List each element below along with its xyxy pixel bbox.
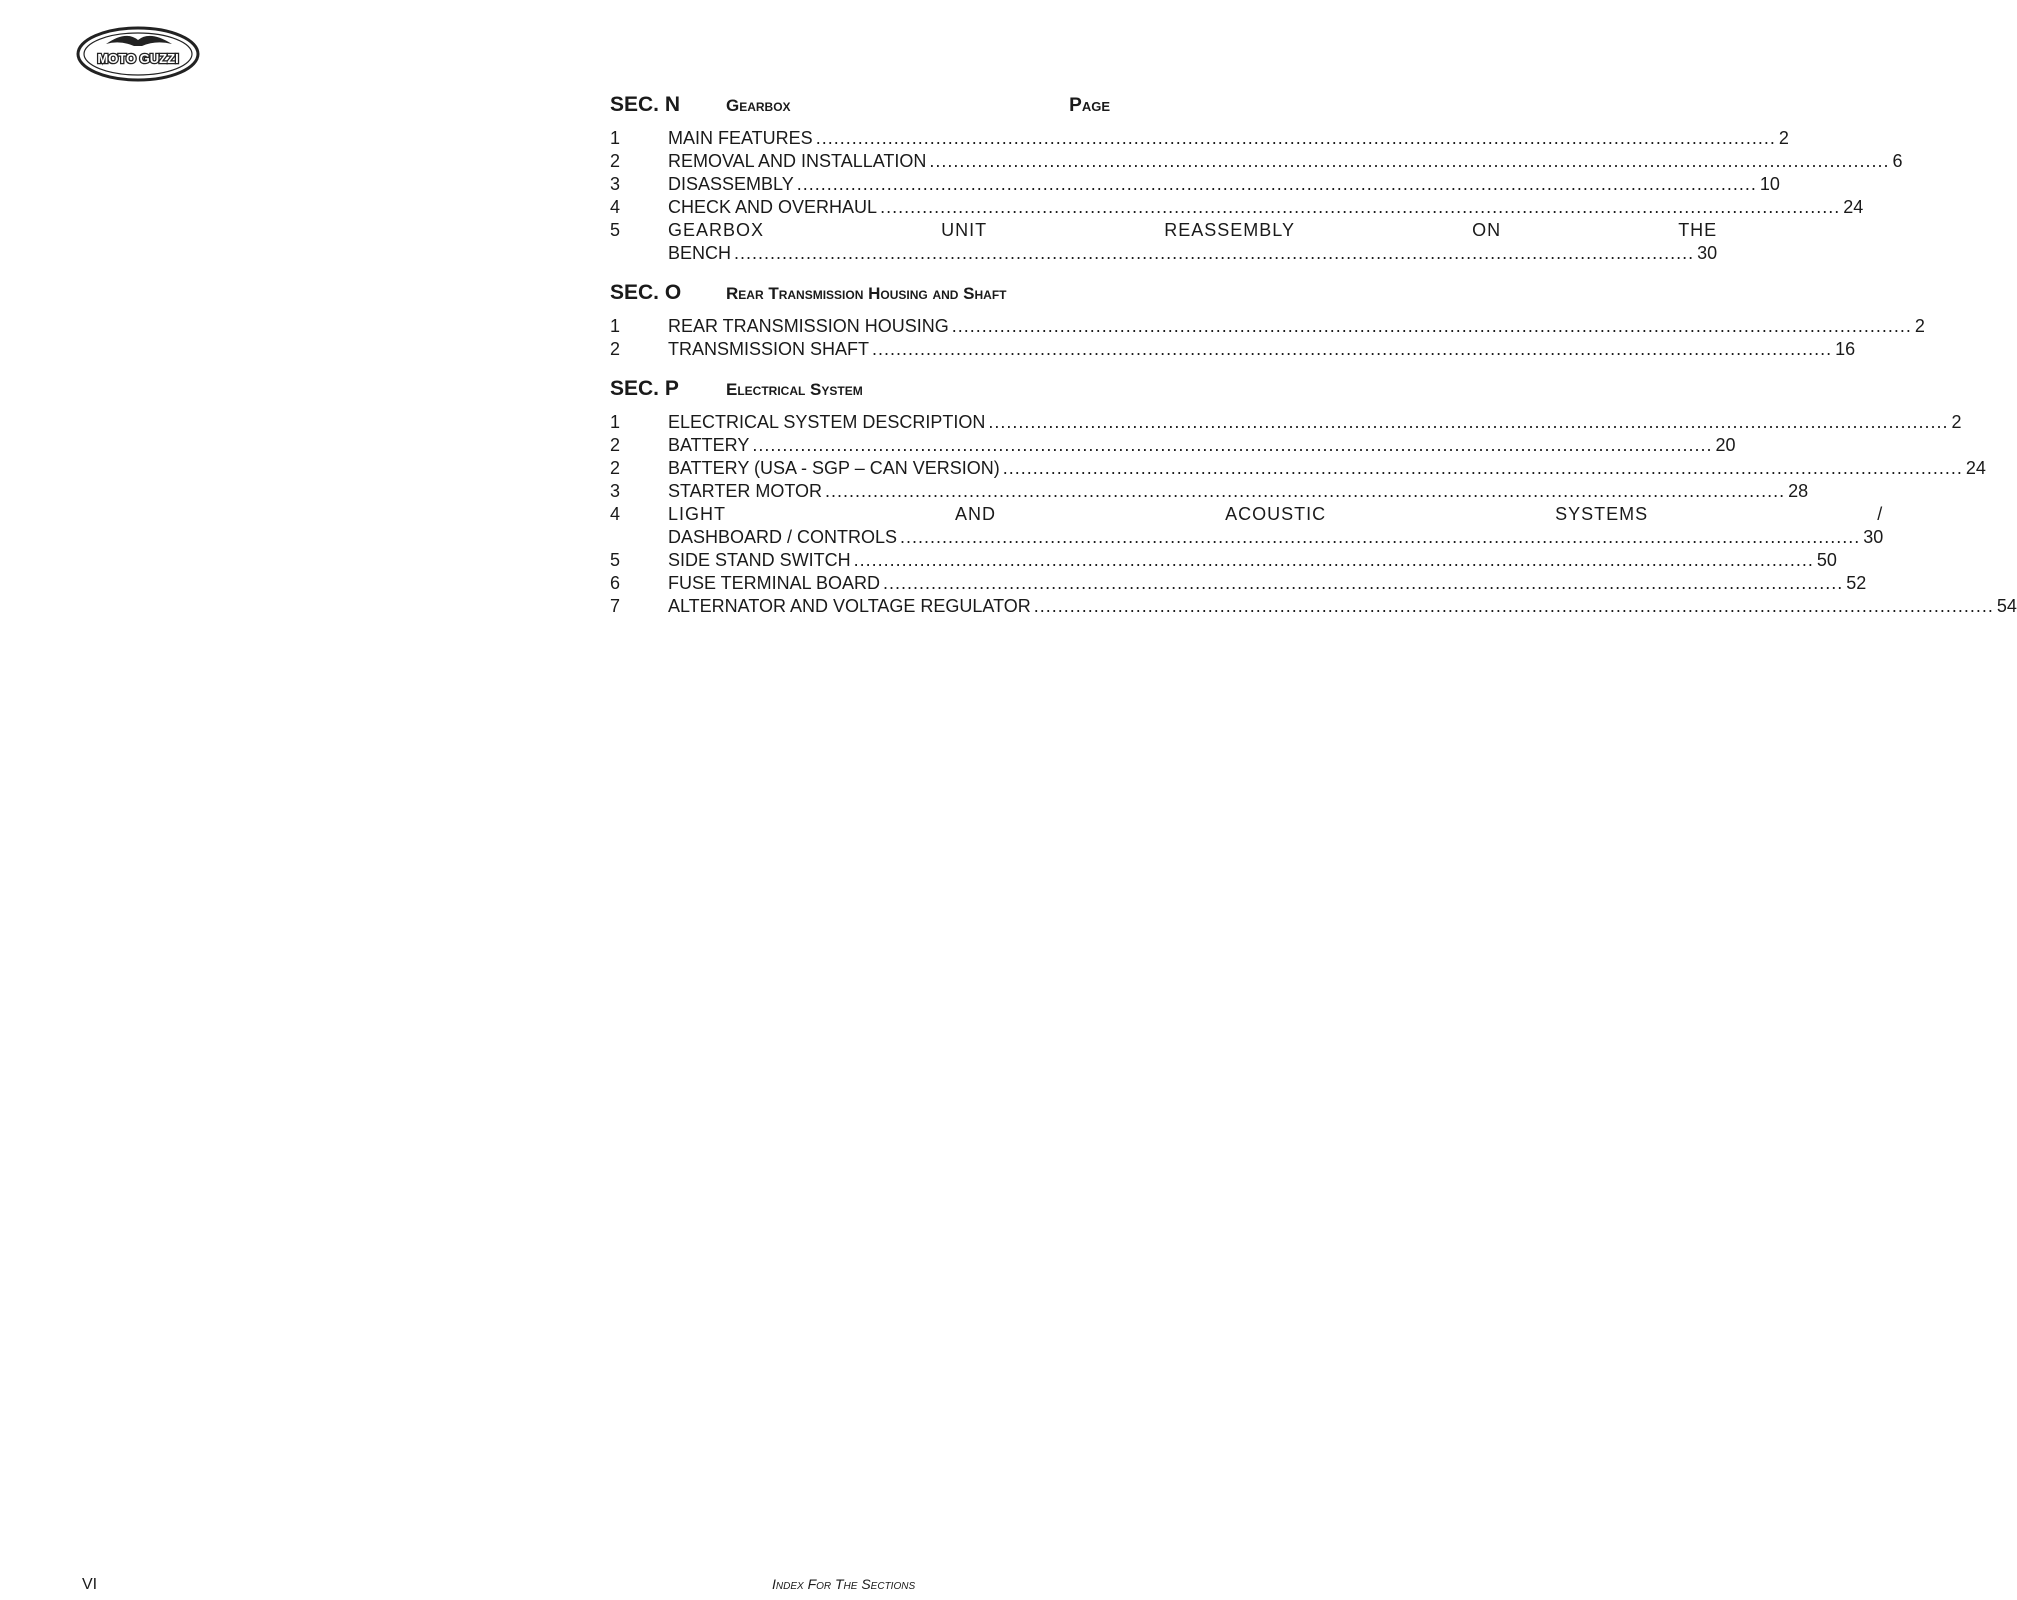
moto-guzzi-logo xyxy=(76,22,200,84)
entry-page: 2 xyxy=(1951,412,1962,432)
entry-number: 2 xyxy=(610,151,621,171)
entry-page: 30 xyxy=(1697,243,1718,263)
entry-word: SYSTEMS xyxy=(1555,504,1649,524)
footer-page-number: VI xyxy=(82,1576,98,1593)
entry-word: THE xyxy=(1678,220,1718,240)
entry-title: ALTERNATOR AND VOLTAGE REGULATOR xyxy=(668,596,1031,616)
leader-dots xyxy=(900,526,1860,549)
entry-word: UNIT xyxy=(941,220,988,240)
entry-page: 54 xyxy=(1996,596,2017,616)
footer-title: Index For The Sections xyxy=(772,1576,916,1592)
entry-title: FUSE TERMINAL BOARD xyxy=(668,573,881,593)
index-entry[interactable] xyxy=(610,196,1864,219)
section-title: Electrical System xyxy=(726,380,863,399)
entry-page: 24 xyxy=(1965,458,1986,478)
entry-number: 7 xyxy=(610,596,621,616)
entry-title: SIDE STAND SWITCH xyxy=(668,550,851,570)
entry-title: CHECK AND OVERHAUL xyxy=(668,197,878,217)
entry-number: 1 xyxy=(610,412,621,432)
entry-title: STARTER MOTOR xyxy=(668,481,823,501)
index-entry[interactable] xyxy=(610,572,1867,595)
index-entry[interactable] xyxy=(610,434,1736,457)
leader-dots xyxy=(825,480,1785,503)
entry-title: BATTERY (USA - SGP – CAN VERSION) xyxy=(668,458,1000,478)
leader-dots xyxy=(952,315,1912,338)
entry-number: 1 xyxy=(610,128,621,148)
entry-page: 30 xyxy=(1863,527,1884,547)
leader-dots xyxy=(816,127,1776,150)
entry-number: 2 xyxy=(610,458,621,478)
section-title: Rear Transmission Housing and Shaft xyxy=(726,284,1007,303)
section-title: Gearbox xyxy=(726,96,791,115)
section-heading xyxy=(610,377,1110,411)
leader-dots xyxy=(797,173,1757,196)
entry-page: 16 xyxy=(1835,339,1856,359)
entry-page: 6 xyxy=(1892,151,1903,171)
entry-title: ELECTRICAL SYSTEM DESCRIPTION xyxy=(668,412,986,432)
index-entry[interactable] xyxy=(610,173,1780,196)
entry-word: REASSEMBLY xyxy=(1164,220,1295,240)
entry-title-line1 xyxy=(668,219,1717,242)
section-code: SEC. O xyxy=(610,281,682,304)
entry-page: 24 xyxy=(1843,197,1864,217)
section-index xyxy=(610,93,2017,634)
entry-number: 6 xyxy=(610,573,621,593)
entry-word: ACOUSTIC xyxy=(1225,504,1327,524)
leader-dots xyxy=(872,338,1832,361)
leader-dots xyxy=(1003,457,1963,480)
entry-number: 4 xyxy=(610,197,621,217)
entry-page: 10 xyxy=(1759,174,1780,194)
section-o xyxy=(610,281,1925,361)
leader-dots xyxy=(880,196,1840,219)
entry-word: AND xyxy=(955,504,997,524)
index-entry[interactable] xyxy=(610,150,1903,173)
entry-number: 5 xyxy=(610,220,621,240)
page-column-label: Page xyxy=(1069,95,1110,116)
entry-number: 3 xyxy=(610,174,621,194)
entry-page: 20 xyxy=(1715,435,1736,455)
logo-text: MOTO GUZZI xyxy=(97,51,179,66)
index-entry[interactable] xyxy=(610,219,1718,265)
entry-title: TRANSMISSION SHAFT xyxy=(668,339,870,359)
index-entry[interactable] xyxy=(610,411,1962,434)
section-heading xyxy=(610,281,1110,315)
entry-number: 2 xyxy=(610,339,621,359)
entry-number: 2 xyxy=(610,435,621,455)
entry-title: DISASSEMBLY xyxy=(668,174,794,194)
leader-dots xyxy=(988,411,1948,434)
entry-page: 2 xyxy=(1778,128,1789,148)
entry-number: 4 xyxy=(610,504,621,524)
entry-word: ON xyxy=(1472,220,1502,240)
section-p xyxy=(610,377,2017,618)
leader-dots xyxy=(854,549,1814,572)
entry-title-line2: DASHBOARD / CONTROLS xyxy=(668,527,898,547)
index-entry[interactable] xyxy=(610,480,1809,503)
section-n xyxy=(610,93,1903,265)
index-entry[interactable] xyxy=(610,595,2017,618)
leader-dots xyxy=(734,242,1694,265)
entry-page: 28 xyxy=(1788,481,1809,501)
index-entry[interactable] xyxy=(610,503,1884,549)
entry-title: BATTERY xyxy=(668,435,750,455)
leader-dots xyxy=(752,434,1712,457)
section-code: SEC. N xyxy=(610,93,681,116)
entry-title-line1 xyxy=(668,503,1883,526)
leader-dots xyxy=(1034,595,1994,618)
index-entry[interactable] xyxy=(610,338,1856,361)
entry-page: 2 xyxy=(1914,316,1925,336)
entry-title: REMOVAL AND INSTALLATION xyxy=(668,151,927,171)
entry-number: 3 xyxy=(610,481,621,501)
entry-page: 52 xyxy=(1846,573,1867,593)
entry-word: / xyxy=(1877,504,1884,524)
index-entry[interactable] xyxy=(610,127,1789,150)
entry-word: GEARBOX xyxy=(668,220,765,240)
index-entry[interactable] xyxy=(610,457,1986,480)
entry-page: 50 xyxy=(1816,550,1837,570)
entry-title: REAR TRANSMISSION HOUSING xyxy=(668,316,949,336)
entry-number: 5 xyxy=(610,550,621,570)
entry-title-line2: BENCH xyxy=(668,243,732,263)
section-heading xyxy=(610,93,1110,127)
index-entry[interactable] xyxy=(610,549,1837,572)
leader-dots xyxy=(929,150,1889,173)
entry-word: LIGHT xyxy=(668,504,727,524)
index-entry[interactable] xyxy=(610,315,1925,338)
entry-number: 1 xyxy=(610,316,621,336)
leader-dots xyxy=(883,572,1843,595)
section-code: SEC. P xyxy=(610,377,679,400)
entry-title: MAIN FEATURES xyxy=(668,128,813,148)
